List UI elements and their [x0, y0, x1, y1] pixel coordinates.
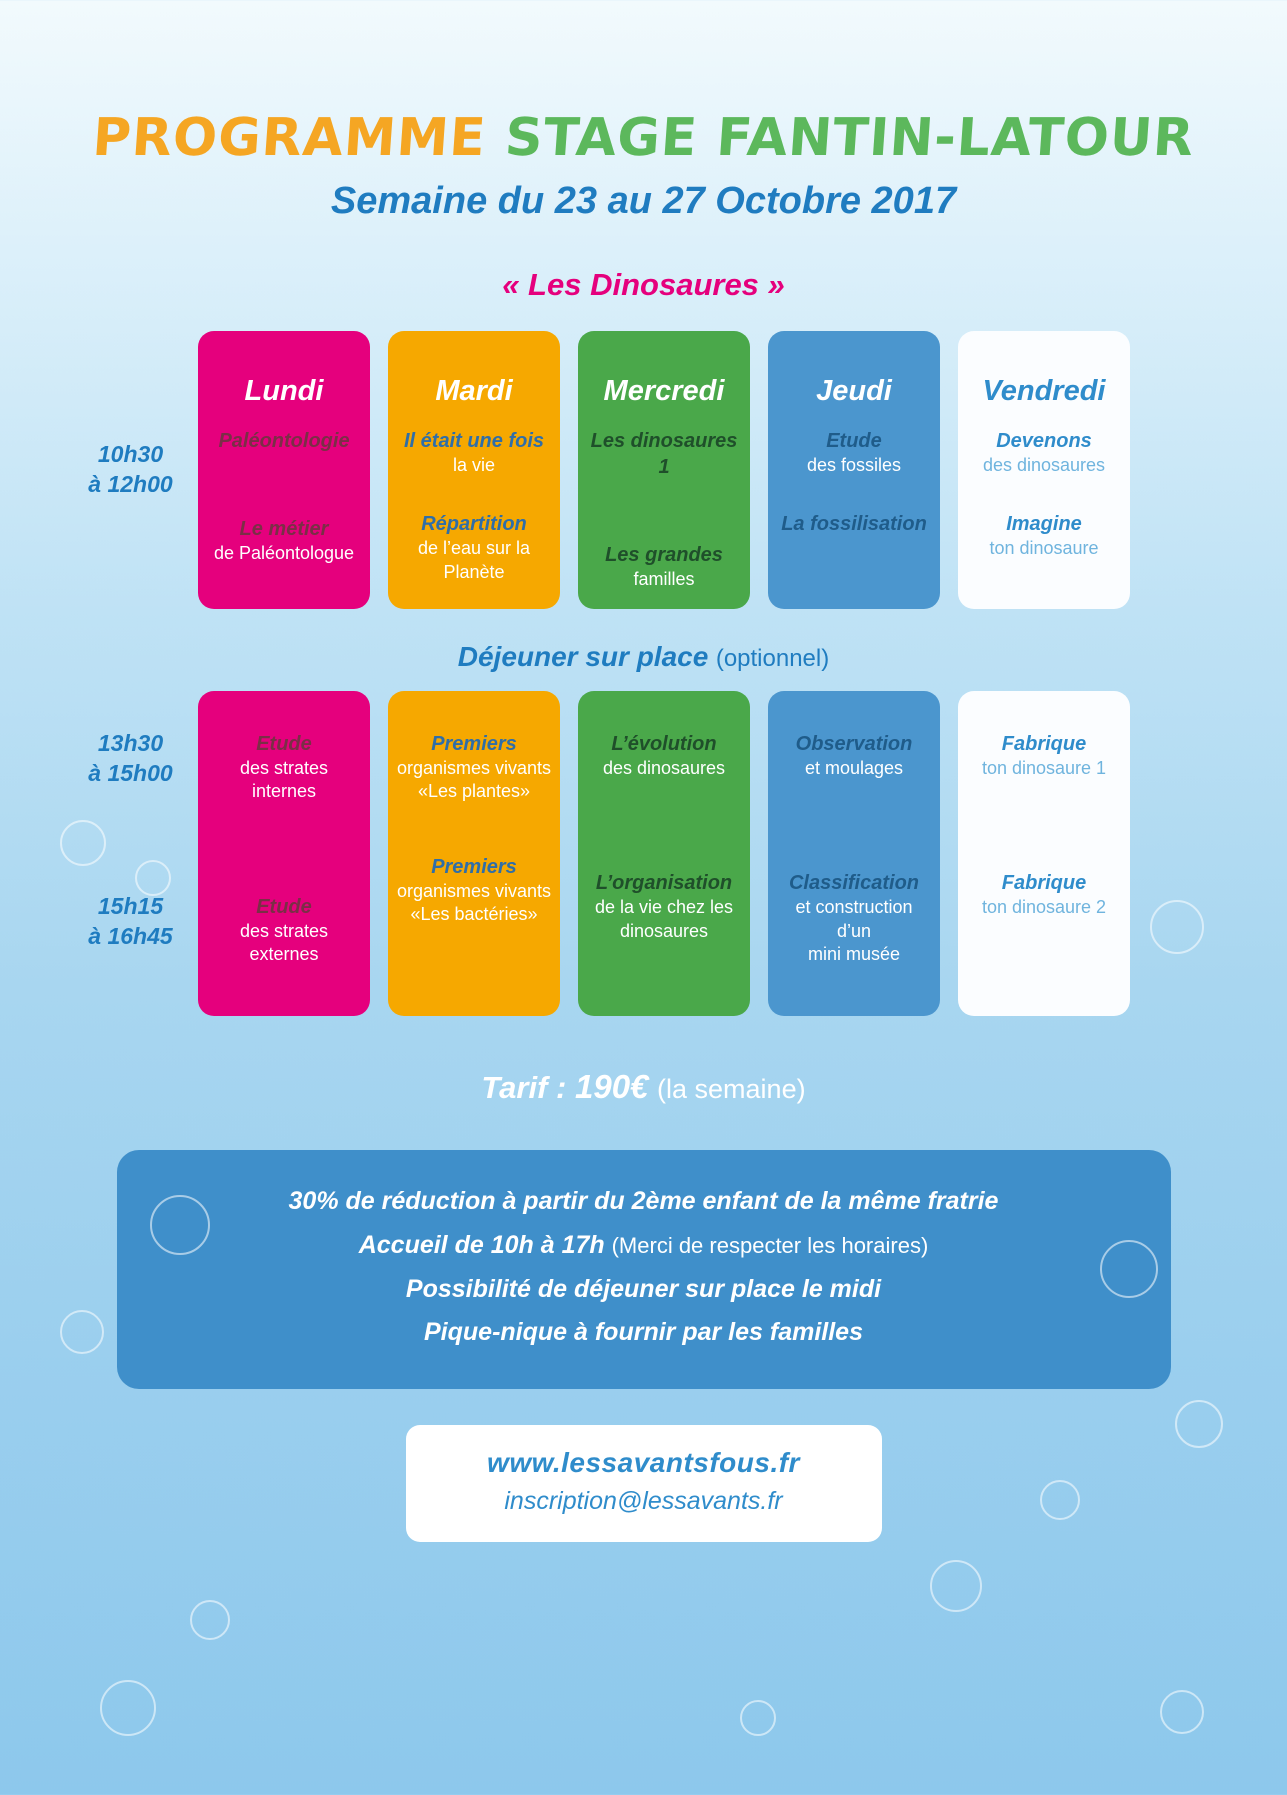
website-link[interactable]: www.lessavantsfous.fr [487, 1447, 800, 1478]
lunch-label: Déjeuner sur place [457, 641, 709, 672]
afternoon1-lundi-strong: Etude [256, 733, 312, 755]
info-line-hours [137, 1224, 1151, 1268]
pricing-row [0, 1068, 1287, 1106]
afternoon1-cell-lundi [198, 691, 370, 824]
morning-jeudi-b-strong: La fossilisation [781, 513, 927, 536]
pricing-amount: 190€ [574, 1068, 649, 1105]
afternoon1-cell-jeudi [768, 691, 940, 800]
afternoon-column-lundi [198, 691, 370, 1016]
afternoon2-cell-lundi [198, 824, 370, 987]
afternoon1-cell-vendredi [958, 691, 1130, 800]
afternoon1-lundi-light1: des strates internes [239, 758, 329, 802]
morning-cell-vendredi-a [958, 414, 1130, 497]
morning-jeudi-a-strong: Etude [826, 430, 882, 452]
afternoon-column-mardi [388, 691, 560, 1016]
info-line-discount: 30% de réduction à partir du 2ème enfant de la même fratrie [288, 1187, 999, 1215]
afternoon2-time-line1: 15h15 [97, 892, 164, 919]
bubble-decoration [190, 1600, 230, 1640]
lunch-row [0, 641, 1287, 673]
subtitle-week: Semaine du 23 au 27 Octobre 2017 [330, 180, 957, 222]
afternoon1-vendredi-light1: ton dinosaure 1 [981, 758, 1107, 778]
morning-cell-mercredi-b [578, 528, 750, 611]
afternoon1-jeudi-light1: et moulages [804, 758, 904, 778]
afternoon-column-mercredi [578, 691, 750, 1016]
morning-cell-mercredi-a [578, 414, 750, 500]
morning-cell-lundi-b [198, 502, 370, 585]
morning-mardi-a-strong: Il était une fois [403, 430, 545, 452]
pricing-label: Tarif : [481, 1070, 567, 1105]
afternoon1-mardi-strong: Premiers [431, 733, 517, 755]
title-part-programme: PROGRAMME [90, 108, 489, 168]
bubble-decoration [100, 1680, 156, 1736]
afternoon1-cell-mardi [388, 691, 560, 824]
bubble-decoration [1175, 1400, 1223, 1448]
info-line-lunch: Possibilité de déjeuner sur place le midi [405, 1274, 882, 1303]
day-name-lundi: Lundi [244, 375, 324, 407]
afternoon2-jeudi-strong: Classification [788, 872, 920, 895]
afternoon1-mercredi-strong: L’évolution [611, 733, 717, 755]
contact-box [406, 1425, 882, 1542]
afternoon1-vendredi-strong: Fabrique [1001, 733, 1087, 755]
day-column-jeudi [768, 331, 940, 609]
afternoon1-time-line2: à 15h00 [88, 759, 173, 786]
lunch-note: (optionnel) [715, 645, 830, 672]
afternoon2-lundi-strong: Etude [256, 895, 312, 918]
afternoon-column-vendredi [958, 691, 1130, 1016]
day-column-mercredi [578, 331, 750, 609]
morning-time-line1: 10h30 [97, 441, 164, 468]
afternoon2-cell-vendredi [958, 800, 1130, 939]
afternoon1-time [63, 691, 198, 826]
day-column-mardi [388, 331, 560, 609]
morning-lundi-b-strong: Le métier [239, 518, 329, 540]
day-column-lundi [198, 331, 370, 609]
morning-lundi-b-light: de Paléontologue [213, 543, 355, 563]
morning-cell-jeudi-a [768, 414, 940, 497]
morning-time [63, 331, 198, 609]
page-title [0, 108, 1287, 168]
morning-lundi-a-strong: Paléontologie [218, 430, 350, 452]
morning-mardi-b-light: de l’eau sur la Planète [417, 538, 531, 582]
info-line-picnic: Pique-nique à fournir par les familles [424, 1318, 863, 1347]
morning-mercredi-b-strong: Les grandes [605, 544, 723, 566]
afternoon1-mercredi-light1: des dinosaures [602, 758, 726, 778]
morning-mardi-a-light: la vie [452, 455, 496, 475]
afternoon2-cell-mardi [388, 824, 560, 947]
day-name-mardi: Mardi [435, 375, 513, 407]
morning-mercredi-b-light: familles [633, 569, 695, 589]
afternoon2-vendredi-light1: ton dinosaure 2 [981, 897, 1107, 918]
afternoon1-jeudi-strong: Observation [795, 733, 913, 755]
afternoon2-time [63, 854, 198, 989]
day-name-jeudi: Jeudi [816, 375, 892, 407]
morning-row [0, 331, 1287, 609]
afternoon1-mardi-light2: «Les plantes» [417, 781, 531, 802]
afternoon-row [0, 691, 1287, 1016]
afternoon2-lundi-light1: des strates externes [239, 920, 329, 965]
morning-vendredi-b-light: ton dinosaure [989, 538, 1099, 559]
afternoon2-jeudi-light2: mini musée [807, 944, 901, 965]
poster-header [0, 0, 1287, 303]
bubble-decoration [1160, 1690, 1204, 1734]
afternoon2-mercredi-strong: L’organisation [595, 872, 733, 895]
afternoon2-mercredi-light2: dinosaures [619, 920, 709, 941]
morning-time-line2: à 12h00 [88, 471, 173, 497]
info-hours-strong: Accueil de 10h à 17h [358, 1230, 605, 1259]
afternoon2-cell-jeudi [768, 800, 940, 986]
afternoon2-jeudi-light1: et construction d’un [795, 897, 913, 941]
bubble-decoration [930, 1560, 982, 1612]
morning-vendredi-b-strong: Imagine [1006, 513, 1082, 536]
afternoon1-time-line1: 13h30 [97, 729, 164, 756]
bubble-decoration [740, 1700, 776, 1736]
morning-mardi-b-strong: Répartition [421, 513, 527, 536]
afternoon2-mercredi-light1: de la vie chez les [594, 897, 734, 918]
morning-mercredi-a-strong: Les dinosaures 1 [590, 430, 738, 478]
afternoon2-mardi-strong: Premiers [431, 855, 517, 878]
title-part-stage: STAGE FANTIN-LATOUR [503, 108, 1197, 168]
afternoon2-mardi-light1: organismes vivants [396, 880, 552, 901]
info-hours-note: (Merci de respecter les horaires) [611, 1232, 929, 1258]
afternoon2-cell-mercredi [578, 800, 750, 963]
day-name-vendredi: Vendredi [982, 375, 1106, 407]
morning-vendredi-a-light: des dinosaures [982, 455, 1106, 475]
morning-cell-mardi-a [388, 414, 560, 497]
afternoon-column-jeudi [768, 691, 940, 1016]
morning-cell-lundi-a [198, 414, 370, 474]
day-column-vendredi [958, 331, 1130, 609]
morning-cell-jeudi-b [768, 497, 940, 557]
afternoon2-vendredi-strong: Fabrique [1001, 872, 1087, 895]
morning-jeudi-a-light: des fossiles [806, 455, 902, 475]
afternoon2-mardi-light2: «Les bactéries» [410, 904, 538, 925]
theme-label: « Les Dinosaures » [502, 267, 785, 302]
schedule-grid [0, 331, 1287, 1016]
afternoon1-cell-mercredi [578, 691, 750, 800]
info-box [117, 1150, 1171, 1389]
pricing-note: (la semaine) [657, 1074, 806, 1104]
bubble-decoration [1040, 1480, 1080, 1520]
morning-cell-vendredi-b [958, 497, 1130, 580]
morning-vendredi-a-strong: Devenons [996, 430, 1092, 452]
afternoon1-mardi-light1: organismes vivants [396, 758, 552, 778]
morning-cell-mardi-b [388, 497, 560, 604]
email-link[interactable]: inscription@lessavants.fr [504, 1487, 783, 1515]
day-name-mercredi: Mercredi [603, 375, 725, 407]
bubble-decoration [60, 1310, 104, 1354]
afternoon2-time-line2: à 16h45 [88, 922, 173, 949]
